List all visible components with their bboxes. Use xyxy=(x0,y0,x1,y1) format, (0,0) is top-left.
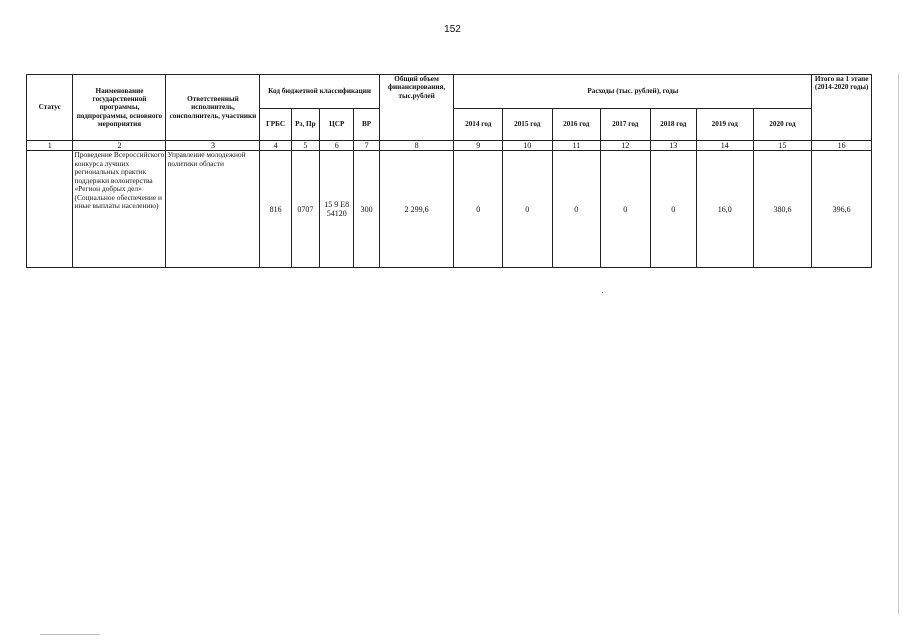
header-year-2016: 2016 год xyxy=(552,109,601,141)
budget-table xyxy=(26,74,872,268)
column-number-row xyxy=(27,141,872,151)
header-executor: Ответственный исполнитель, соисполнитель, участники xyxy=(166,75,260,141)
page-number: 152 xyxy=(444,24,461,35)
header-expenses: Расходы (тыс. рублей), годы xyxy=(454,75,812,109)
row-csr: 15 9 E8 54120 xyxy=(320,151,354,268)
header-total-volume: Общий объем финансирования, тыс.рублей xyxy=(379,75,454,141)
row-year-2014: 0 xyxy=(454,151,503,268)
row-total: 2 299,6 xyxy=(379,151,454,268)
header-program-name: Наименование государственной программы, подпрограммы, основного мероприятия xyxy=(73,75,166,141)
row-stage-total: 396,6 xyxy=(812,151,872,268)
row-year-2020: 380,6 xyxy=(753,151,812,268)
header-year-2020: 2020 год xyxy=(753,109,812,141)
scan-speck xyxy=(602,292,603,293)
scan-footer-line xyxy=(40,634,100,635)
column-number: 3 xyxy=(166,141,260,151)
column-number: 13 xyxy=(650,141,696,151)
column-number: 8 xyxy=(379,141,454,151)
row-year-2019: 16,0 xyxy=(697,151,754,268)
header-year-2015: 2015 год xyxy=(502,109,552,141)
header-status: Статус xyxy=(27,75,73,141)
row-status xyxy=(27,151,73,268)
header-grbs: ГРБС xyxy=(260,109,291,141)
column-number: 14 xyxy=(697,141,754,151)
header-vr: ВР xyxy=(354,109,379,141)
header-stage-total: Итого на 1 этапе (2014-2020 годы) xyxy=(812,75,872,141)
row-year-2015: 0 xyxy=(502,151,552,268)
column-number: 1 xyxy=(27,141,73,151)
header-year-2019: 2019 год xyxy=(697,109,754,141)
row-year-2017: 0 xyxy=(601,151,651,268)
column-number: 7 xyxy=(354,141,379,151)
row-grbs: 816 xyxy=(260,151,291,268)
column-number: 15 xyxy=(753,141,812,151)
column-number: 4 xyxy=(260,141,291,151)
header-year-2018: 2018 год xyxy=(650,109,696,141)
header-year-2017: 2017 год xyxy=(601,109,651,141)
row-rz-pr: 0707 xyxy=(291,151,319,268)
header-csr: ЦСР xyxy=(320,109,354,141)
header-year-2014: 2014 год xyxy=(454,109,503,141)
column-number: 16 xyxy=(812,141,872,151)
row-year-2016: 0 xyxy=(552,151,601,268)
column-number: 11 xyxy=(552,141,601,151)
header-rz-pr: Рз, Пр xyxy=(291,109,319,141)
scan-edge-line xyxy=(898,74,899,614)
table-row xyxy=(27,151,872,268)
column-number: 6 xyxy=(320,141,354,151)
row-vr: 300 xyxy=(354,151,379,268)
column-number: 9 xyxy=(454,141,503,151)
column-number: 12 xyxy=(601,141,651,151)
column-number: 2 xyxy=(73,141,166,151)
row-name: Проведение Всероссийского конкурса лучших региональных практик поддержки волонтерства «Регион добрых дел» (Социальное обеспечение и иные выплаты населению) xyxy=(73,151,166,268)
header-budget-code: Код бюджетной классификации xyxy=(260,75,379,109)
row-executor: Управление молодежной политики области xyxy=(166,151,260,268)
column-number: 10 xyxy=(502,141,552,151)
row-year-2018: 0 xyxy=(650,151,696,268)
column-number: 5 xyxy=(291,141,319,151)
